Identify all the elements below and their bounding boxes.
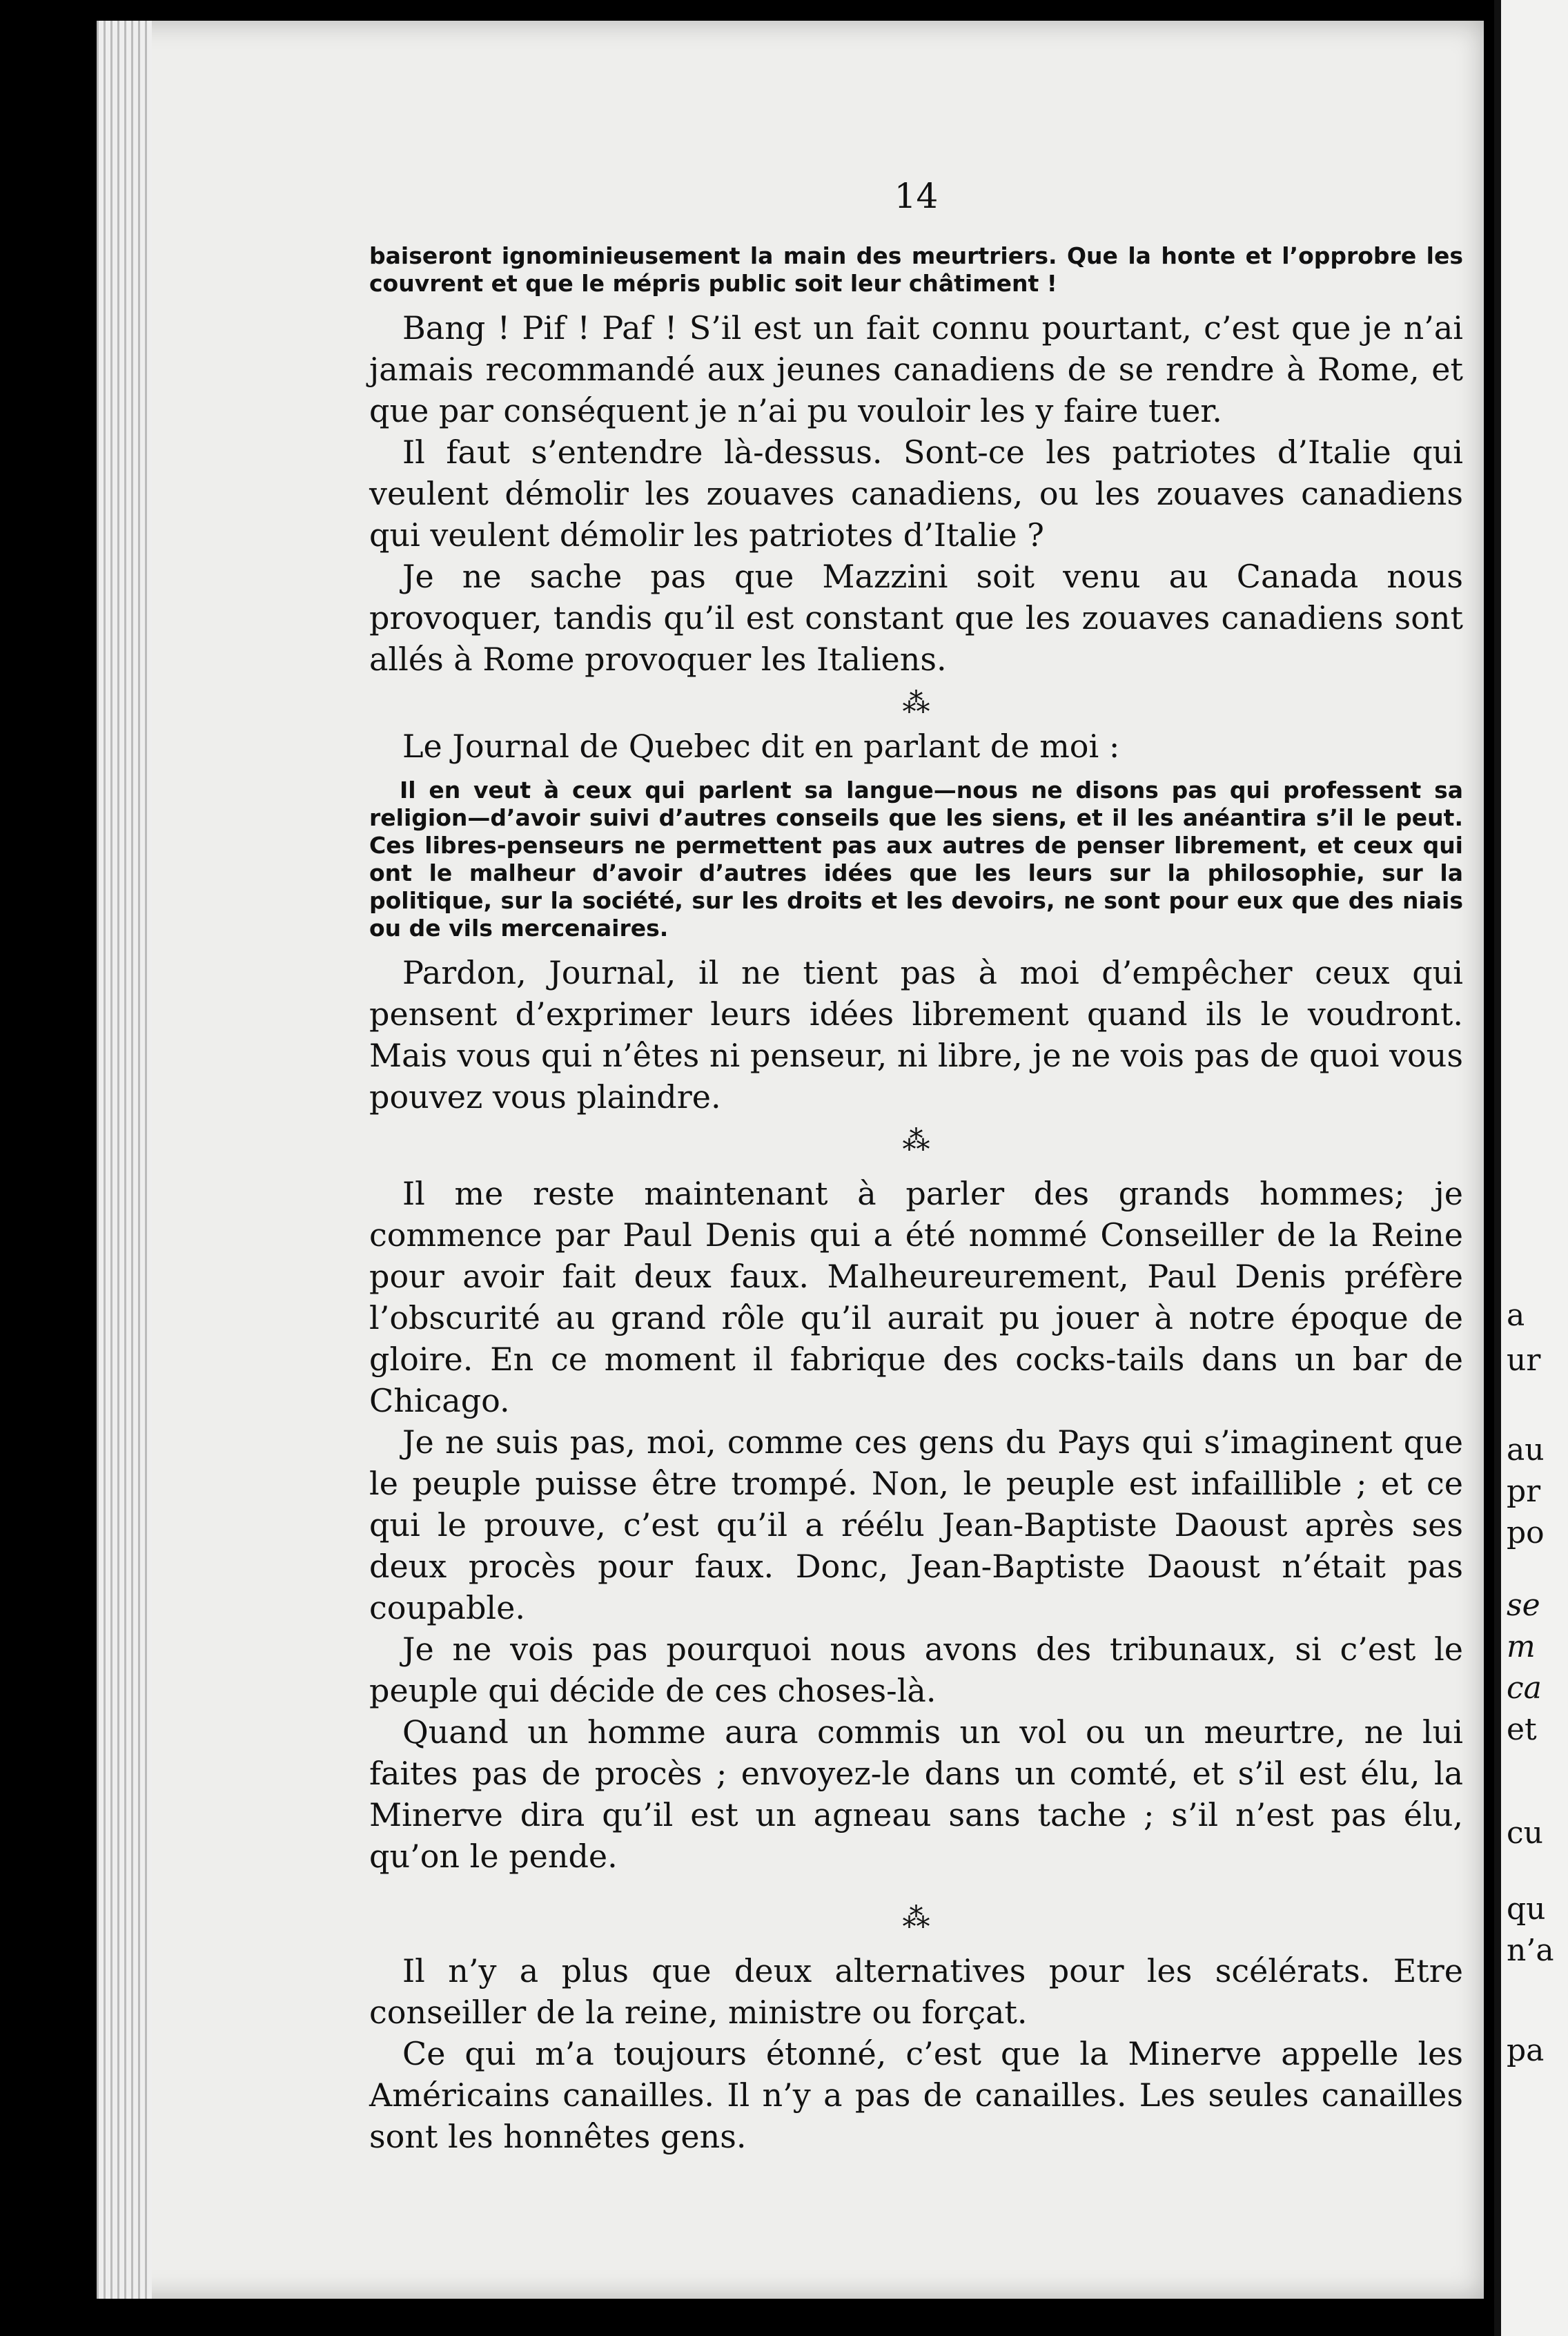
quoted-passage: Il en veut à ceux qui parlent sa langue—nous ne disons pas qui professent sa religion—d’avoir suivi d’autres conseils que les siens, et il les anéantira s’il le peut. Ces libres-penseurs ne permettent pas aux autres de penser librement, et ceux qui ont le malheur d’avoir d’autres idées que les leurs sur la philosophie, sur la politique, sur la société, sur les droits et les devoirs, ne sont pour eux que des niais ou de vils mercenaires.: [369, 777, 1463, 942]
section-asterism: ⁂: [902, 688, 930, 719]
margin-fragment: pr: [1507, 1474, 1541, 1509]
paragraph: Le Journal de Quebec dit en parlant de moi :: [402, 728, 1120, 765]
paragraph: Il faut s’entendre là-dessus. Sont-ce les patriotes d’Italie qui veulent démolir les zouaves canadiens, ou les zouaves canadiens qui veulent démolir les patriotes d’Italie ?: [369, 434, 1463, 554]
margin-fragment: ca: [1507, 1671, 1542, 1706]
page-number: 14: [894, 176, 939, 216]
margin-fragment: au: [1507, 1432, 1545, 1468]
margin-fragment: a: [1507, 1298, 1525, 1333]
margin-fragment: se: [1507, 1588, 1540, 1623]
page-body: [369, 176, 1463, 2157]
paragraph: Je ne sache pas que Mazzini soit venu au Canada nous provoquer, tandis qu’il est constant que les zouaves canadiens sont allés à Rome provoquer les Italiens.: [369, 558, 1463, 678]
paragraph: Je ne vois pas pourquoi nous avons des tribunaux, si c’est le peuple qui décide de ces choses-là.: [369, 1631, 1463, 1709]
margin-fragment: m: [1507, 1629, 1536, 1664]
paragraph: Ce qui m’a toujours étonné, c’est que la Minerve appelle les Américains canailles. Il n’y a pas de canailles. Les seules canailles sont les honnêtes gens.: [369, 2035, 1463, 2155]
margin-fragment: ur: [1507, 1343, 1541, 1378]
margin-fragment: po: [1507, 1515, 1545, 1550]
book-gutter: [97, 21, 152, 2299]
margin-fragment: n’a: [1507, 1933, 1554, 1968]
paragraph: Pardon, Journal, il ne tient pas à moi d’empêcher ceux qui pensent d’exprimer leurs idées librement quand ils le voudront. Mais vous qui n’êtes ni penseur, ni libre, je ne vois pas de quoi vous pouvez vous plaindre.: [369, 954, 1463, 1116]
section-asterism: ⁂: [902, 1902, 930, 1934]
paragraph: Il me reste maintenant à parler des grands hommes; je commence par Paul Denis qui a été nommé Conseiller de la Reine pour avoir fait deux faux. Malheureurement, Paul Denis préfère l’obscurité au grand rôle qu’il aurait pu jouer à notre époque de gloire. En ce moment il fabrique des cocks-tails dans un bar de Chicago.: [369, 1175, 1463, 1419]
paragraph: Je ne suis pas, moi, comme ces gens du Pays qui s’imaginent que le peuple puisse être trompé. Non, le peuple est infaillible ; et ce qui le prouve, c’est qu’il a réélu Jean-Baptiste Daoust après ses deux procès pour faux. Donc, Jean-Baptiste Daoust n’était pas coupable.: [369, 1423, 1463, 1626]
paragraph: Quand un homme aura commis un vol ou un meurtre, ne lui faites pas de procès ; envoyez-le dans un comté, et s’il est élu, la Minerve dira qu’il est un agneau sans tache ; s’il n’est pas élu, qu’on le pende.: [369, 1713, 1463, 1875]
margin-fragment: cu: [1507, 1816, 1543, 1851]
margin-fragment: pa: [1507, 2033, 1545, 2068]
adjacent-page-edge: [1494, 0, 1568, 2336]
section-asterism: ⁂: [902, 1125, 930, 1157]
quoted-fragment: baiseront ignominieusement la main des meurtriers. Que la honte et l’opprobre les couvrent et que le mépris public soit leur châtiment !: [369, 242, 1463, 297]
margin-fragment: et: [1507, 1712, 1537, 1747]
paragraph: Il n’y a plus que deux alternatives pour les scélérats. Etre conseiller de la reine, ministre ou forçat.: [369, 1952, 1463, 2031]
paragraph: Bang ! Pif ! Paf ! S’il est un fait connu pourtant, c’est que je n’ai jamais recommandé aux jeunes canadiens de se rendre à Rome, et que par conséquent je n’ai pu vouloir les y faire tuer.: [369, 309, 1463, 429]
margin-fragment: qu: [1507, 1891, 1546, 1927]
